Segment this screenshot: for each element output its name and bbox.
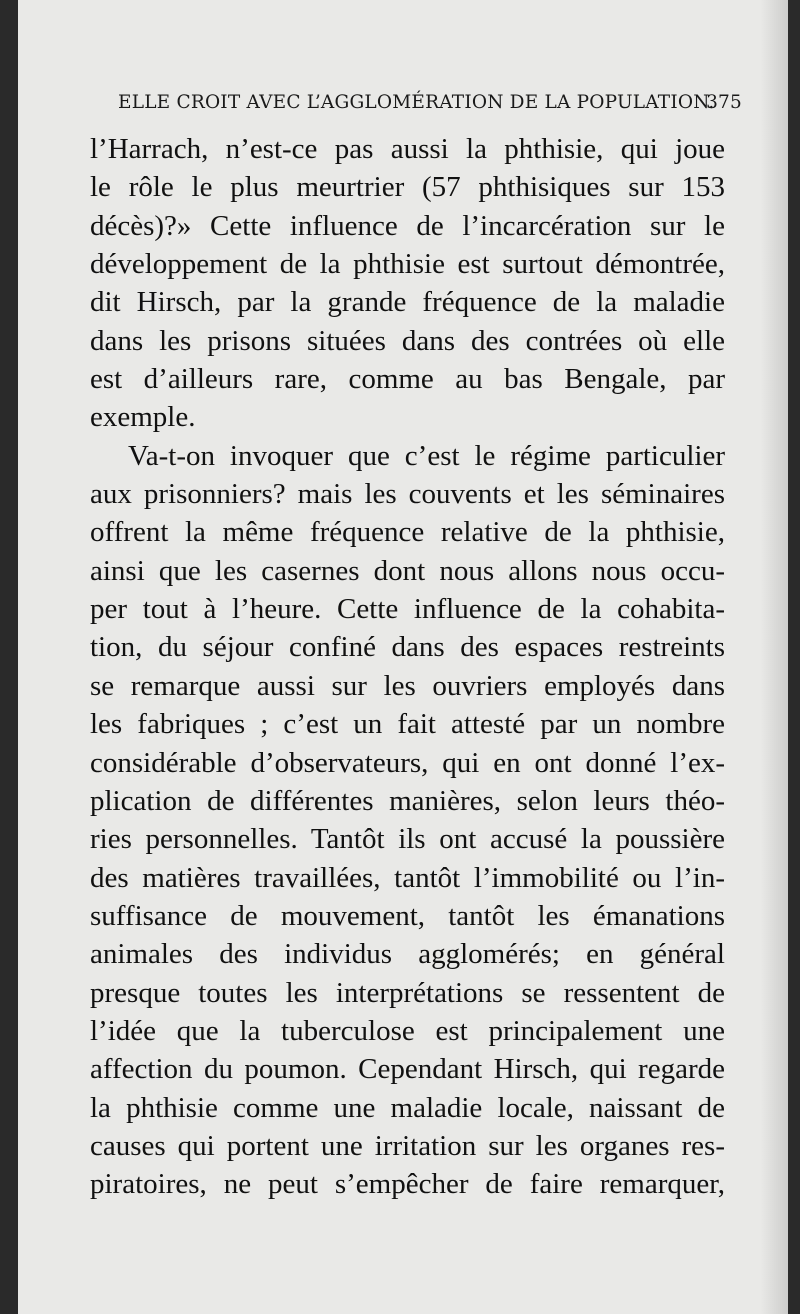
text-line: affection du poumon. Cependant Hirsch, qui regarde	[90, 1053, 725, 1086]
page-number: 375	[706, 92, 742, 113]
text-line: les fabriques ; c’est un fait attesté par un nombre	[90, 708, 725, 741]
text-line: se remarque aussi sur les ouvriers employés dans	[90, 669, 725, 702]
text-line: dans les prisons situées dans des contrées où elle	[90, 324, 725, 357]
text-line: développement de la phthisie est surtout démontrée,	[90, 248, 725, 281]
text-line: l’Harrach, n’est-ce pas aussi la phthisie, qui joue	[90, 133, 725, 165]
text-line: ries personnelles. Tantôt ils ont accusé la poussière	[90, 823, 725, 856]
text-line: est d’ailleurs rare, comme au bas Bengale, par	[90, 363, 725, 396]
text-line: per tout à l’heure. Cette influence de la cohabita-	[90, 593, 725, 626]
text-line: causes qui portent une irritation sur les organes res-	[90, 1129, 725, 1162]
text-line: plication de différentes manières, selon leurs théo-	[90, 784, 725, 817]
text-line: la phthisie comme une maladie locale, naissant de	[90, 1091, 725, 1124]
body-text	[90, 130, 725, 1204]
book-page	[18, 0, 788, 1314]
text-line: presque toutes les interprétations se ressentent de	[90, 976, 725, 1009]
text-line: des matières travaillées, tantôt l’immobilité ou l’in-	[90, 861, 725, 894]
text-line: décès)?» Cette influence de l’incarcération sur le	[90, 209, 725, 242]
text-line: l’idée que la tuberculose est principalement une	[90, 1014, 725, 1047]
running-title: ELLE CROIT AVEC L’AGGLOMÉRATION DE LA POPULATION.	[118, 92, 715, 113]
text-line: ainsi que les casernes dont nous allons nous occu-	[90, 554, 725, 587]
text-line: le rôle le plus meurtrier (57 phthisiques sur 153	[90, 171, 725, 204]
text-line: aux prisonniers? mais les couvents et les séminaires	[90, 478, 725, 511]
text-line: Va-t-on invoquer que c’est le régime particulier	[128, 439, 725, 472]
text-line: animales des individus agglomérés; en général	[90, 938, 725, 971]
text-line: piratoires, ne peut s’empêcher de faire remarquer,	[90, 1168, 725, 1201]
text-line: offrent la même fréquence relative de la phthisie,	[90, 516, 725, 549]
text-line: tion, du séjour confiné dans des espaces restreints	[90, 631, 725, 664]
text-line: considérable d’observateurs, qui en ont donné l’ex-	[90, 746, 725, 779]
text-line: suffisance de mouvement, tantôt les émanations	[90, 899, 725, 932]
text-line: dit Hirsch, par la grande fréquence de la maladie	[90, 286, 725, 319]
text-line: exemple.	[90, 401, 196, 434]
